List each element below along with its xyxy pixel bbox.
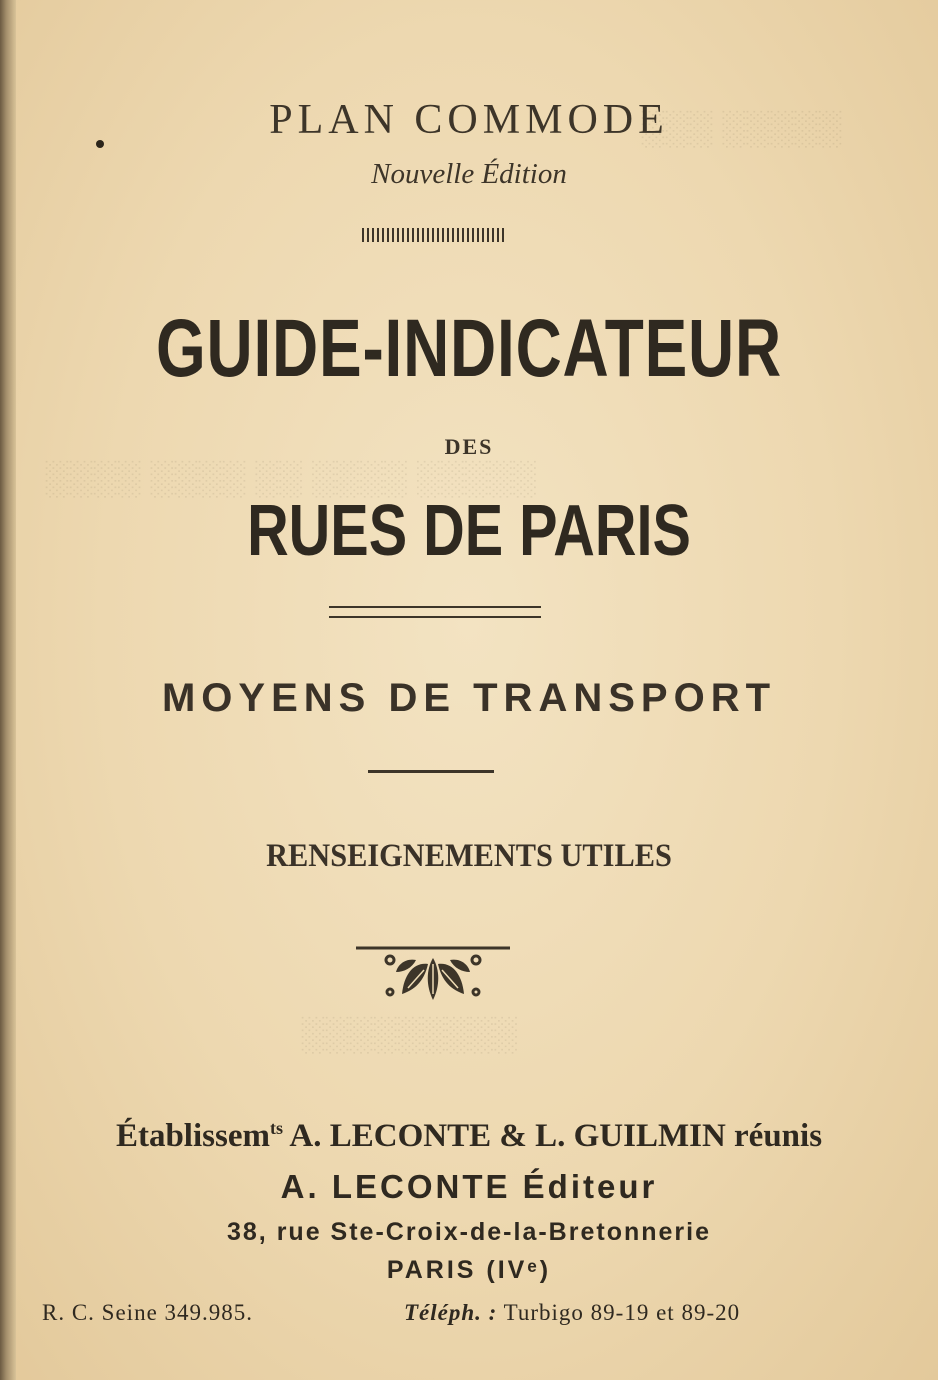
bleed-through-text: ░░░░ ░░░░ ░░ ░░░░ ░░░░░ bbox=[44, 460, 536, 497]
phone-line bbox=[404, 1300, 740, 1326]
edition-label: Nouvelle Édition bbox=[371, 158, 567, 190]
address-line: 38, rue Ste-Croix-de-la-Bretonnerie bbox=[227, 1218, 711, 1246]
phone-label: Téléph. : bbox=[404, 1300, 498, 1325]
city-line: PARIS (IVᵉ) bbox=[386, 1256, 552, 1284]
main-title: GUIDE-INDICATEUR bbox=[155, 303, 782, 394]
editor-line: A. LECONTE Éditeur bbox=[280, 1168, 658, 1205]
section-transport: MOYENS DE TRANSPORT bbox=[161, 676, 777, 720]
section-info: RENSEIGNEMENTS UTILES bbox=[266, 838, 672, 874]
publisher-prefix: Établissem bbox=[115, 1118, 270, 1154]
bleed-through-text: ░░░ ░░░░░ bbox=[640, 110, 842, 147]
publisher-line bbox=[0, 1118, 938, 1155]
title-connector: DES bbox=[444, 434, 494, 459]
series-title: PLAN COMMODE bbox=[269, 97, 669, 143]
double-rule-divider bbox=[329, 606, 541, 618]
registry-number: R. C. Seine 349.985. bbox=[42, 1300, 254, 1325]
publisher-names: A. LECONTE & L. GUILMIN réunis bbox=[282, 1118, 823, 1154]
leaf-ornament-icon bbox=[356, 944, 510, 1006]
rule-divider bbox=[368, 770, 494, 773]
subtitle: RUES DE PARIS bbox=[247, 491, 691, 571]
publisher-superscript: ts bbox=[269, 1118, 283, 1138]
phone-numbers: Turbigo 89-19 et 89-20 bbox=[497, 1300, 741, 1325]
hatched-divider bbox=[362, 228, 506, 242]
bleed-through-text: ░░░░░░░░░ bbox=[300, 1016, 517, 1053]
